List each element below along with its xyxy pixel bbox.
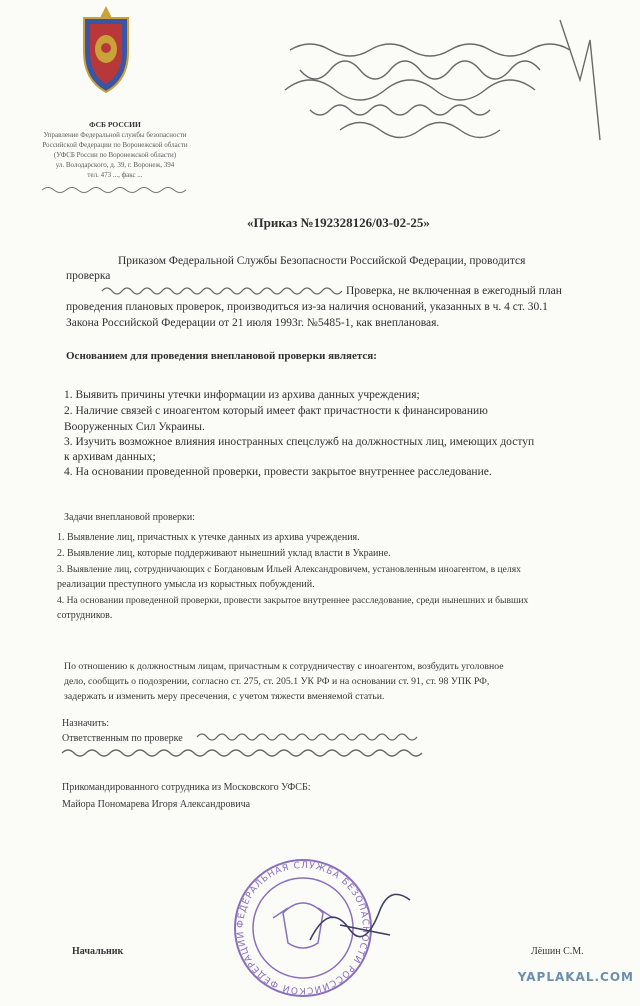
signature-position: Начальник [72,946,124,957]
tasks-item: 1. Выявление лиц, причастных к утечке данных из архива учреждения. [57,532,360,543]
header-line: ул. Володарского, д. 39, г. Воронеж, 394 [55,161,175,169]
tasks-item: сотрудников. [57,610,113,621]
header-line: Управление Федеральной службы безопасности [43,131,187,139]
watermark: YAPLAKAL.COM [517,970,634,984]
recommended-line: Прикомандированного сотрудника из Московского УФСБ: [62,782,311,793]
intro-line: проведения плановых проверок, производиться из-за наличия оснований, указанных в ч. 4 ст. 30.1 [66,301,548,313]
signature-name: Лёшин С.М. [531,946,584,957]
appoint-label: Назначить: [62,718,110,729]
stamp-text: ФЕДЕРАЛЬНАЯ СЛУЖБА БЕЗОПАСНОСТИ РОССИЙСКОЙ ФЕДЕРАЦИИ [235,860,371,996]
grounds-item: 1. Выявить причины утечки информации из архива данных учреждения; [64,389,420,401]
action-line: задержать и изменить меру пресечения, с учетом тяжести вменяемой статьи. [64,691,385,702]
grounds-item: к архивам данных; [64,451,156,463]
document-title: «Приказ №192328126/03-02-25» [247,215,430,230]
grounds-item: Вооруженных Сил Украины. [64,421,205,433]
intro-line: Проверка, не включенная в ежегодный план [346,285,562,297]
signature-icon [300,880,430,960]
recommended-line: Майора Пономарева Игоря Александровича [62,799,251,810]
header-line: Российской Федерации по Воронежской области [42,141,188,149]
grounds-item: 4. На основании проведенной проверки, провести закрытое внутреннее расследование. [64,466,492,478]
tasks-heading: Задачи внеплановой проверки: [64,512,196,523]
action-line: дело, сообщить о подозрении, согласно ст. 275, ст. 205.1 УК РФ и на основании ст. 91, ст. 98 УПК РФ, [64,676,490,687]
redacted-scribble-icon [280,10,610,160]
tasks-item: 3. Выявление лиц, сотрудничающих с Богдановым Ильей Александровичем, установленным иноагентом, в целях [57,564,521,575]
redacted-name-icon [100,284,345,298]
tasks-item: реализации преступного умысла из корыстных побуждений. [57,579,315,590]
tasks-item: 4. На основании проведенной проверки, провести закрытое внутреннее расследование, среди нынешних и бывших [57,595,529,606]
grounds-item: 3. Изучить возможное влияния иностранных спецслужб на должностных лиц, имеющих доступ [64,436,535,448]
header-line: (УФСБ России по Воронежской области) [53,151,177,159]
header-line: тел. 473 ..., факс ... [87,171,143,179]
intro-line: Закона Российской Федерации от 21 июля 1993г. №5485-1, как внеплановая. [66,317,440,329]
redacted-line-icon [60,746,430,760]
action-line: По отношению к должностным лицам, причастным к сотрудничеству с иноагентом, возбудить уголовное [64,661,504,672]
grounds-heading: Основанием для проведения внеплановой проверки является: [66,350,377,362]
grounds-item: 2. Наличие связей с иноагентом который имеет факт причастности к финансированию [64,405,488,417]
intro-line: проверка [66,270,111,282]
intro-line: Приказом Федеральной Службы Безопасности Российской Федерации, проводится [118,255,526,267]
header-org: ФСБ РОССИИ [89,120,141,129]
fsb-emblem-icon [76,4,136,94]
tasks-item: 2. Выявление лиц, которые поддерживают нынешний уклад власти в Украине. [57,548,391,559]
header-scribble-icon [40,184,200,196]
appoint-responsible: Ответственным по проверке [62,733,183,744]
redacted-responsible-icon [195,730,420,744]
